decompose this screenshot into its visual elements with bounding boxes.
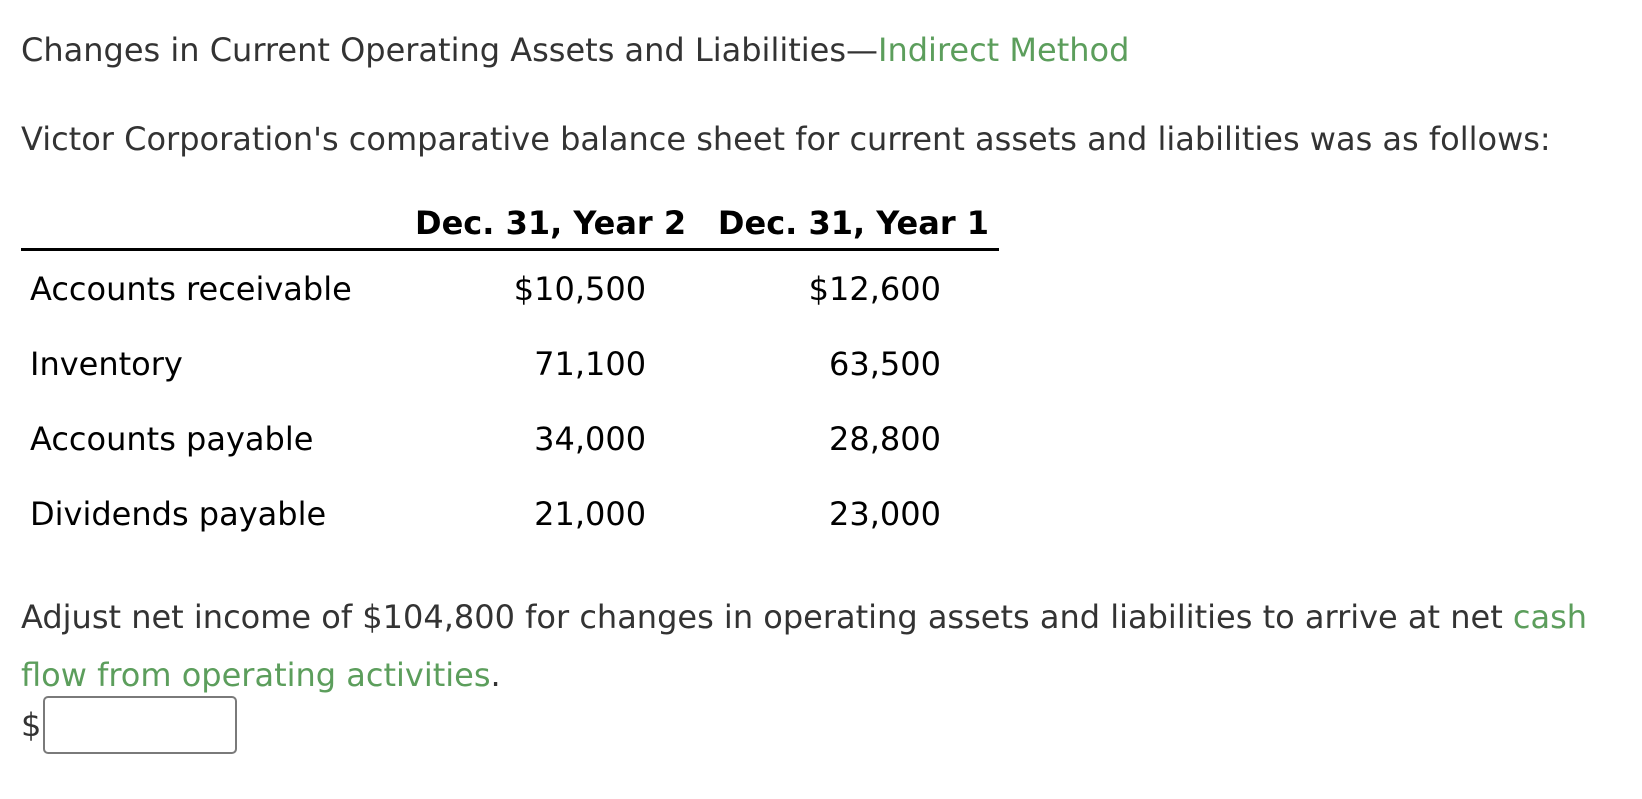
intro-text: Victor Corporation's comparative balance sheet for current assets and liabilities was as follows: [21, 120, 1551, 158]
row-label: Accounts payable [30, 419, 314, 458]
year1-value: $12,600 [808, 269, 941, 308]
row-label: Accounts receivable [30, 269, 352, 308]
instruction-period: . [490, 656, 501, 694]
column-header-year2: Dec. 31, Year 2 [384, 198, 697, 250]
year1-value: 23,000 [829, 494, 941, 533]
answer-row [21, 696, 237, 754]
column-header-year1: Dec. 31, Year 1 [696, 198, 999, 250]
year2-value: 21,000 [534, 494, 647, 533]
table-row [21, 250, 999, 327]
year1-value: 28,800 [829, 419, 941, 458]
table-row [21, 401, 999, 476]
title-text: Changes in Current Operating Assets and Liabilities— [21, 31, 879, 69]
year1-value: 63,500 [829, 344, 941, 383]
row-label: Inventory [30, 344, 183, 383]
table-row [21, 326, 999, 401]
currency-symbol: $ [21, 706, 42, 744]
row-label: Dividends payable [30, 494, 327, 533]
answer-input[interactable] [43, 696, 237, 754]
column-header-label [21, 198, 384, 250]
table-row [21, 476, 999, 551]
page-title [21, 30, 1129, 70]
table-header-row [21, 198, 999, 250]
cash-flow-link[interactable]: cash flow from operating activities [21, 598, 1588, 694]
indirect-method-link[interactable]: Indirect Method [878, 31, 1130, 69]
year2-value: 71,100 [534, 344, 647, 383]
instruction-text [21, 588, 1621, 704]
instruction-body: Adjust net income of $104,800 for changes in operating assets and liabilities to arrive at net [21, 598, 1513, 636]
year2-value: 34,000 [534, 419, 647, 458]
balance-sheet-table [21, 198, 999, 551]
year2-value: $10,500 [513, 269, 647, 308]
